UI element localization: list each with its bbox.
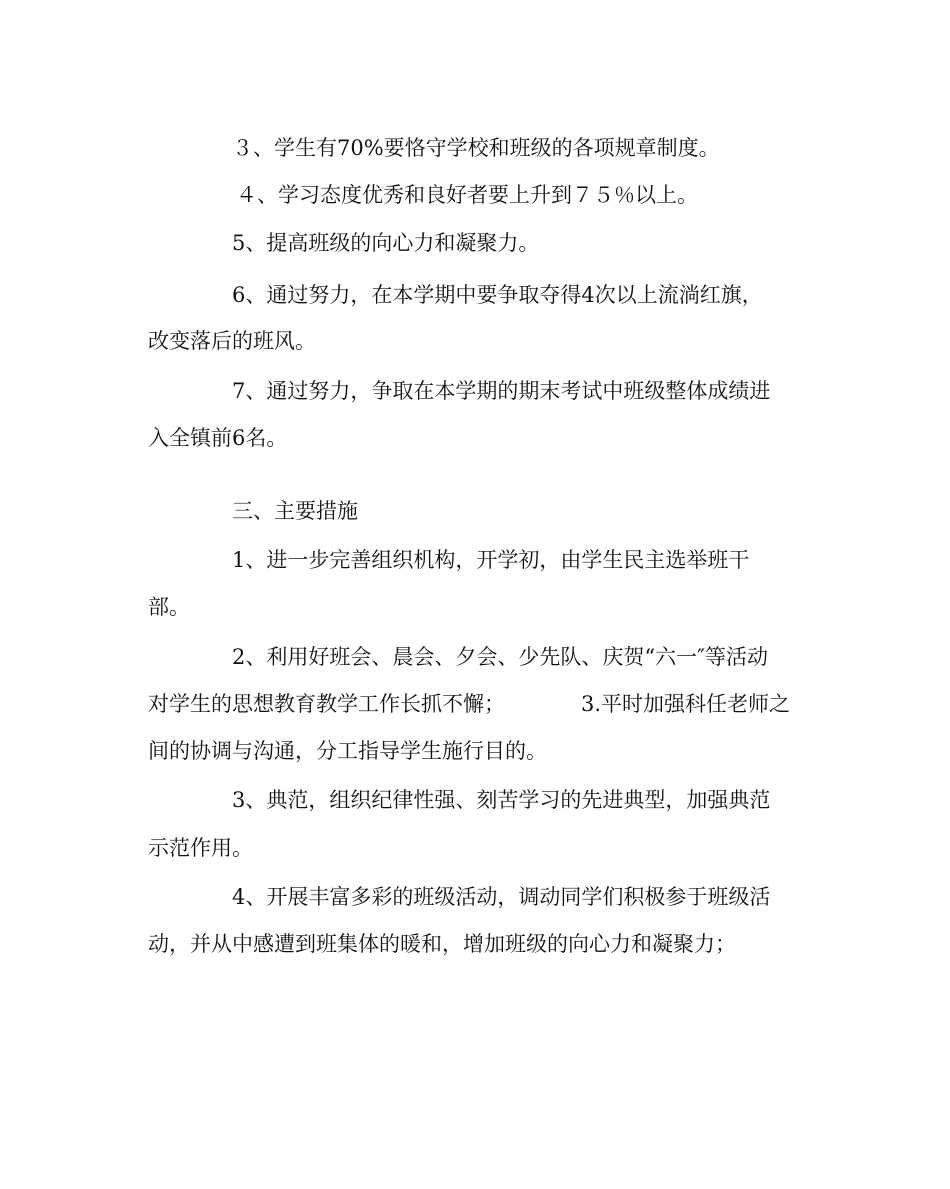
goal-6-line: 6、通过努力，在本学期中要争取夺得4次以上流淌红旗， (232, 283, 763, 307)
measure-4-continued-line: 动，并从中感遭到班集体的暖和，增加班级的向心力和凝聚力； (148, 932, 736, 956)
goal-7-continued-line: 入全镇前6名。 (148, 426, 288, 450)
goal-3-line: ３、学生有70%要恪守学校和班级的各项规章制度。 (232, 136, 720, 160)
measure-1-continued-line: 部。 (148, 595, 190, 619)
goal-5-line: 5、提高班级的向心力和凝聚力。 (232, 231, 540, 255)
goal-7-line: 7、通过努力，争取在本学期的期末考试中班级整体成绩进 (232, 379, 771, 403)
goal-6-continued-line: 改变落后的班风。 (148, 329, 316, 353)
section-heading: 三、主要措施 (232, 499, 358, 523)
measure-4-line: 4、开展丰富多彩的班级活动，调动同学们积极参于班级活 (232, 885, 771, 909)
measure-3b-line: 3、典范，组织纪律性强、刻苦学习的先进典型，加强典范 (232, 788, 771, 812)
measure-3a-line: 3.平时加强科任老师之 (581, 692, 791, 716)
measure-3a-continued-line: 间的协调与沟通，分工指导学生施行目的。 (148, 739, 547, 763)
measure-3b-continued-line: 示范作用。 (148, 836, 253, 860)
measure-1-line: 1、进一步完善组织机构，开学初，由学生民主选举班干 (232, 548, 750, 572)
measure-2-continued-line: 对学生的思想教育教学工作长抓不懈； (148, 692, 505, 716)
goal-4-line: ４、学习态度优秀和良好者要上升到７５％以上。 (236, 183, 698, 207)
measure-2-line: 2、利用好班会、晨会、夕会、少先队、庆贺“六一″等活动 (232, 645, 768, 669)
